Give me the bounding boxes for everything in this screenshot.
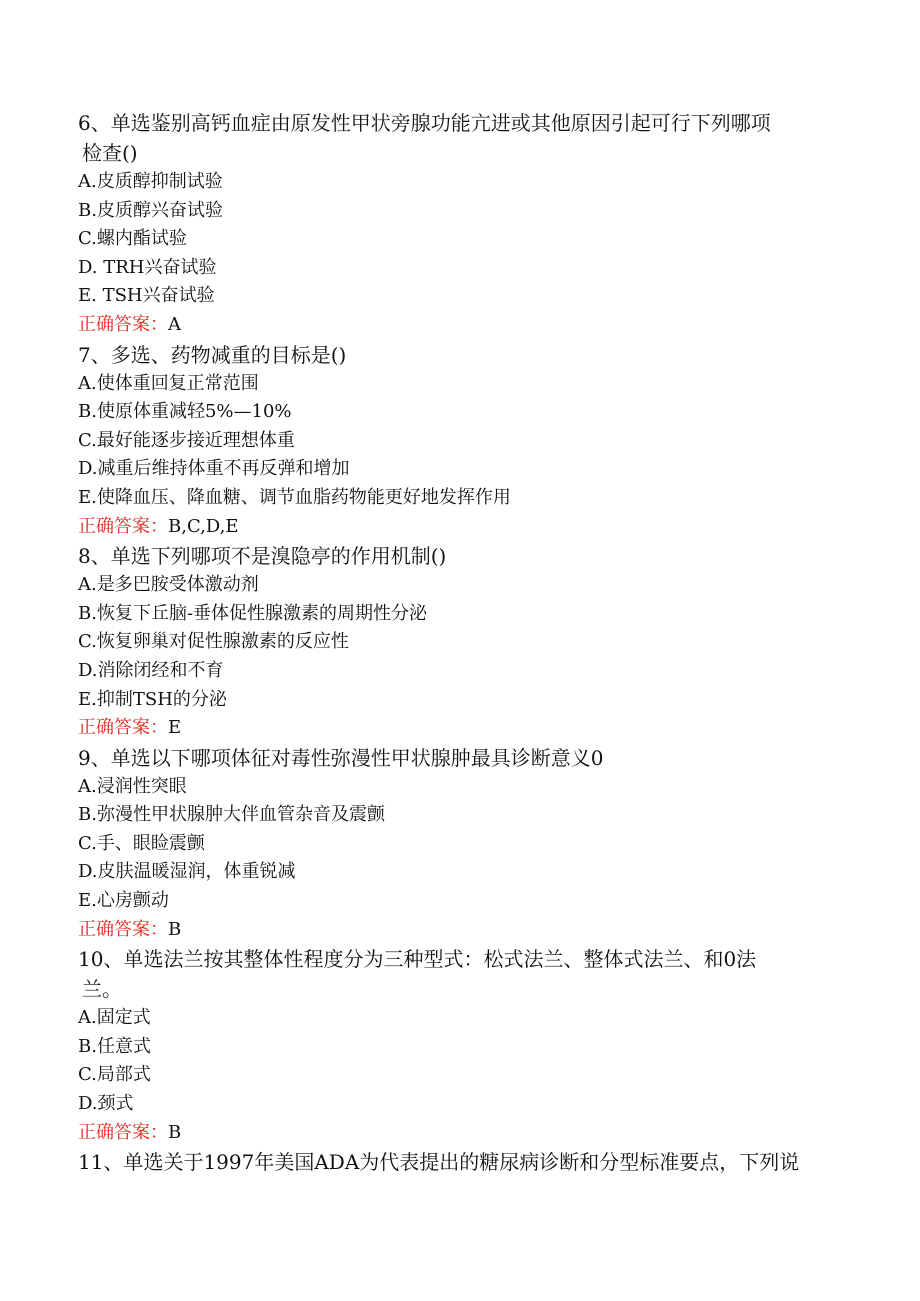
correct-answer bbox=[78, 714, 848, 743]
answer-option: A.是多巴胺受体激动剂 bbox=[78, 574, 259, 596]
answer-option: B.弥漫性甲状腺肿大伴血管杂音及震颤 bbox=[78, 804, 385, 826]
question-title: 10、单选法兰按其整体性程度分为三种型式：松式法兰、整体式法兰、和0法 bbox=[78, 947, 757, 972]
correct-answer-label: 正确答案： bbox=[78, 1121, 168, 1143]
correct-answer bbox=[78, 1119, 848, 1148]
correct-answer-label: 正确答案： bbox=[78, 717, 168, 739]
question-title: 11、单选关于1997年美国ADA为代表提出的糖尿病诊断和分型标准要点，下列说 bbox=[78, 1150, 800, 1175]
question-block bbox=[78, 1147, 848, 1177]
correct-answer-label: 正确答案： bbox=[78, 918, 168, 940]
answer-option: E.使降血压、降血糖、调节血脂药物能更好地发挥作用 bbox=[78, 486, 511, 508]
answer-option: E.心房颤动 bbox=[78, 890, 169, 912]
correct-answer-value: E bbox=[168, 717, 182, 739]
question-block bbox=[78, 108, 848, 340]
question-title-continued: 兰。 bbox=[82, 977, 122, 1002]
answer-option: C.恢复卵巢对促性腺激素的反应性 bbox=[78, 631, 349, 653]
question-list bbox=[78, 108, 848, 1177]
correct-answer-value: B bbox=[168, 1121, 182, 1143]
answer-option: B.皮质醇兴奋试验 bbox=[78, 199, 223, 221]
answer-option: C.局部式 bbox=[78, 1064, 151, 1086]
answer-option: C.手、眼睑震颤 bbox=[78, 832, 205, 854]
correct-answer bbox=[78, 513, 848, 542]
correct-answer-label: 正确答案： bbox=[78, 313, 168, 335]
question-title: 8、单选下列哪项不是溴隐亭的作用机制() bbox=[78, 544, 447, 569]
question-title-continued: 检查() bbox=[82, 141, 138, 165]
answer-option: D.减重后维持体重不再反弹和增加 bbox=[78, 458, 350, 480]
answer-option: E.抑制TSH的分泌 bbox=[78, 688, 227, 710]
question-title: 6、单选鉴别高钙血症由原发性甲状旁腺功能亢进或其他原因引起可行下列哪项 bbox=[78, 111, 771, 135]
correct-answer-value: B bbox=[168, 918, 182, 940]
question-block bbox=[78, 340, 848, 542]
question-block bbox=[78, 541, 848, 743]
answer-option: D.颈式 bbox=[78, 1093, 134, 1115]
answer-option: B.任意式 bbox=[78, 1035, 151, 1057]
answer-option: D.消除闭经和不育 bbox=[78, 659, 224, 681]
question-title: 7、多选、药物减重的目标是() bbox=[78, 342, 347, 367]
correct-answer-value: B,C,D,E bbox=[168, 515, 239, 537]
correct-answer bbox=[78, 916, 848, 945]
answer-option: A.固定式 bbox=[78, 1007, 151, 1029]
answer-option: C.螺内酯试验 bbox=[78, 228, 187, 250]
answer-option: A.浸润性突眼 bbox=[78, 775, 187, 797]
answer-option: E. TSH兴奋试验 bbox=[78, 285, 215, 307]
answer-option: A.皮质醇抑制试验 bbox=[78, 171, 223, 192]
correct-answer bbox=[78, 311, 848, 340]
answer-option: B.使原体重减轻5%—10% bbox=[78, 401, 292, 423]
question-block bbox=[78, 743, 848, 945]
answer-option: B.恢复下丘脑-垂体促性腺激素的周期性分泌 bbox=[78, 602, 428, 624]
question-title: 9、单选以下哪项体征对毒性弥漫性甲状腺肿最具诊断意义0 bbox=[78, 745, 604, 770]
answer-option: D. TRH兴奋试验 bbox=[78, 256, 217, 278]
question-block bbox=[78, 944, 848, 1147]
answer-option: A.使体重回复正常范围 bbox=[78, 372, 259, 394]
answer-option: D.皮肤温暖湿润，体重锐减 bbox=[78, 861, 296, 883]
correct-answer-value: A bbox=[168, 313, 181, 335]
answer-option: C.最好能逐步接近理想体重 bbox=[78, 429, 295, 451]
correct-answer-label: 正确答案： bbox=[78, 515, 168, 537]
